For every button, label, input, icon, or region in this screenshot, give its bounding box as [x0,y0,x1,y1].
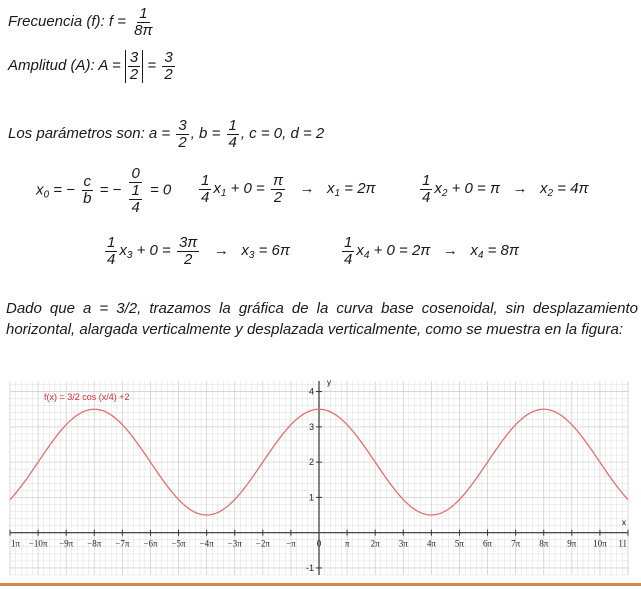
x-tick-label: −10π [28,538,48,549]
frecuencia-den: 8π [134,21,153,39]
x2-var: x [434,180,442,198]
amplitud-label: Amplitud (A): [8,57,95,75]
cosine-chart-svg [8,377,633,580]
x4-num: 1 [344,234,353,251]
x3-res-var: x [241,242,249,260]
x1-var: x [213,180,221,198]
x0-op2: = − [99,181,122,199]
x1-mid: + 0 = [230,180,265,198]
x0-frac-cb [81,174,93,207]
frecuencia-label: Frecuencia (f): [8,13,105,31]
frecuencia-lhs: f = [108,13,126,31]
x0-one: 1 [131,181,140,199]
param-rest: , c = 0, d = 2 [240,125,325,143]
parametros-label: Los parámetros son: [8,125,145,143]
x-tick-label: −5π [171,538,186,549]
y-tick-label: 1 [308,492,314,503]
frecuencia-num: 1 [139,5,148,22]
x-tick-label: 5π [454,538,464,549]
x0-var: x [36,181,44,199]
x0-four: 4 [131,198,140,216]
x3-sub: 3 [126,250,133,262]
y-tick-label: -1 [305,562,314,573]
x-tick-label: −6π [143,538,158,549]
x2-res-sub: 2 [547,188,554,200]
cosine-graph [8,377,633,580]
x2-res-var: x [540,180,548,198]
amplitud-fraction [162,50,174,83]
x-tick-label: 3π [398,538,408,549]
x1-res-sub: 1 [334,188,341,200]
x2-den: 4 [422,188,431,206]
x3-rden: 2 [183,250,193,268]
y-tick-label: 2 [308,457,314,468]
x0-frac-zero [127,166,143,215]
x-tick-label: −9π [59,538,74,549]
x3-den: 4 [107,250,116,268]
equation-x4 [340,235,519,268]
x-tick-label: 7π [511,538,521,549]
x-tick-label: −8π [87,538,102,549]
chart-xlabel: x [622,518,626,527]
equation-x2 [418,173,589,206]
x4-res-var: x [470,242,478,260]
amplitud-line [8,50,177,83]
x3-rnum: 3π [178,234,198,251]
frecuencia-fraction [132,6,154,39]
param-a-num: 3 [178,117,187,134]
x-tick-label: 9π [567,538,577,549]
amplitud-den: 2 [164,65,173,83]
amplitud-eq: = [147,57,157,75]
frecuencia-line [8,6,157,39]
x1-rden: 2 [273,188,283,206]
y-tick-label: 4 [308,386,314,397]
x0-zero: 0 [131,165,140,182]
x1-num: 1 [201,172,210,189]
x-tick-label: 1π [11,538,21,549]
x-tick-label: 2π [370,538,380,549]
x1-rnum: π [272,172,284,189]
x-tick-label: −2π [255,538,270,549]
equation-x3 [103,235,290,268]
x4-res-sub: 4 [477,250,484,262]
param-b-fraction [227,118,239,151]
x0-op3: = 0 [149,181,172,199]
y-tick-label: 3 [308,421,314,432]
x3-arrow-icon: → [213,242,229,260]
x-tick-label: −4π [199,538,214,549]
description-paragraph: Dado que a = 3/2, trazamos la gráfica de la curva base cosenoidal, sin desplazamiento horizontal, alargada verticalmente y desplazada verticalmente, como se muestra en la figura: [6,300,638,338]
param-b-num: 1 [228,117,237,134]
x-tick-label: 0 [316,538,322,549]
equation-x1 [197,173,376,206]
param-b-den: 4 [228,133,237,151]
x-tick-label: 8π [539,538,549,549]
parametros-line [8,118,324,151]
x2-num: 1 [422,172,431,189]
x0-op1: = − [53,181,75,199]
x3-mid: + 0 = [136,242,171,260]
x-tick-label: 10π [593,538,607,549]
param-a-fraction [176,118,188,151]
x3-res-sub: 3 [248,250,255,262]
amplitud-abs-num: 3 [129,49,139,66]
x0-b: b [83,190,92,208]
x1-res-var: x [327,180,335,198]
x2-arrow-icon: → [512,180,528,198]
amplitud-abs-den: 2 [129,65,139,83]
chart-title: f(x) = 3/2 cos (x/4) +2 [44,392,130,402]
x-tick-label: 11 [618,538,627,549]
x4-sub: 4 [363,250,370,262]
x-tick-label: 6π [483,538,493,549]
x1-den: 4 [201,188,210,206]
x-tick-label: 4π [426,538,436,549]
x1-sub: 1 [220,188,227,200]
x4-den: 4 [344,250,353,268]
x2-mid: + 0 = π [451,180,500,198]
x-tick-label: −7π [115,538,130,549]
x2-res-val: = 4π [557,180,589,198]
x4-var: x [356,242,364,260]
amplitud-num: 3 [164,49,173,66]
x0-sub: 0 [43,189,50,201]
x1-arrow-icon: → [299,180,315,198]
x-tick-label: π [344,538,350,549]
x2-sub: 2 [441,188,448,200]
x4-res-val: = 8π [487,242,519,260]
x1-res-val: = 2π [344,180,376,198]
amplitud-lhs: A = [98,57,121,75]
bottom-rule [0,583,641,586]
param-a-lhs: a = [148,125,171,143]
x-tick-label: −3π [227,538,242,549]
equation-x0 [36,166,171,215]
x4-arrow-icon: → [442,242,458,260]
param-b-lhs: , b = [190,125,221,143]
amplitud-absolute [125,50,143,83]
param-a-den: 2 [178,133,187,151]
x-tick-label: −π [286,538,296,549]
x3-num: 1 [107,234,116,251]
x0-c: c [83,173,92,191]
x4-mid: + 0 = 2π [373,242,431,260]
x3-res-val: = 6π [258,242,290,260]
chart-ylabel: y [327,378,331,387]
x3-var: x [119,242,127,260]
x0-nested [127,183,143,216]
